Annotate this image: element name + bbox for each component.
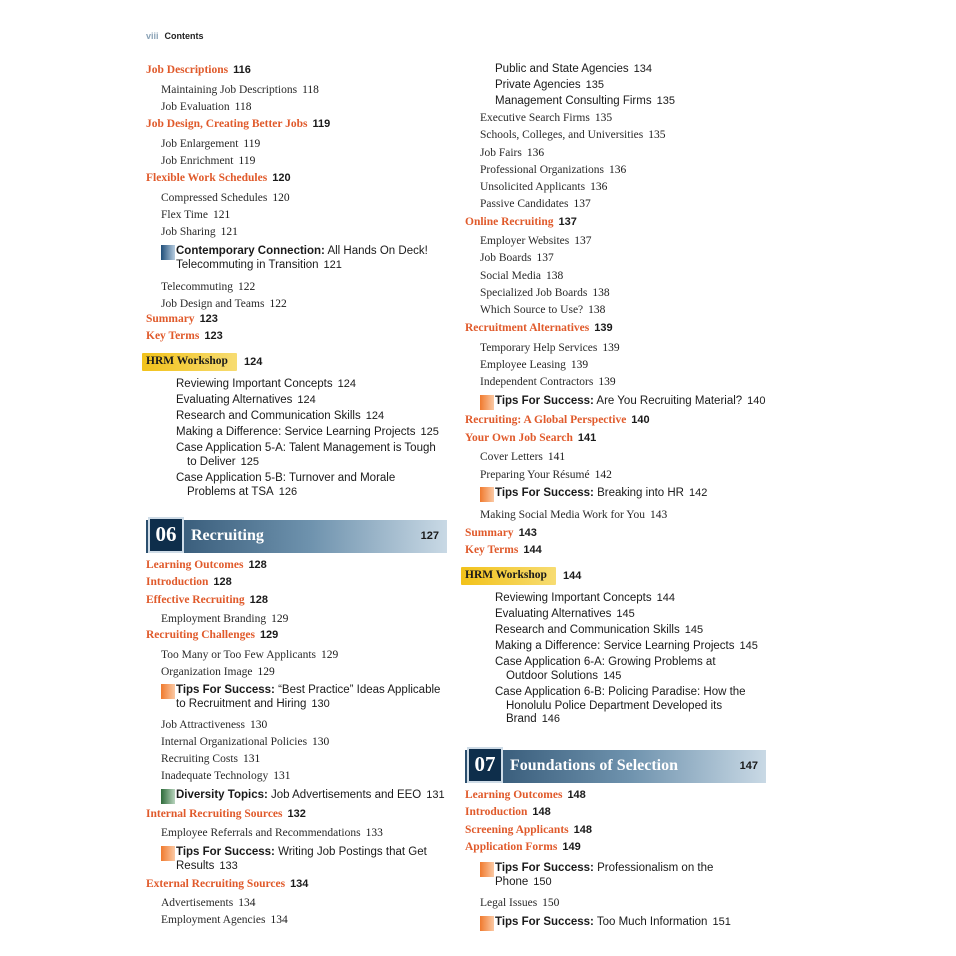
toc-subentry[interactable]: Specialized Job Boards 138	[480, 287, 610, 299]
toc-subentry[interactable]: Employment Agencies 134	[161, 914, 288, 926]
tips-entry-cont[interactable]: Phone 150	[495, 876, 552, 888]
toc-subentry[interactable]: Schools, Colleges, and Universities 135	[480, 129, 666, 141]
toc-subentry[interactable]: Inadequate Technology 131	[161, 770, 291, 782]
workshop-entry[interactable]: Evaluating Alternatives 145	[495, 608, 635, 620]
toc-subsubentry[interactable]: Public and State Agencies 134	[495, 63, 652, 75]
workshop-entry-cont[interactable]: Problems at TSA 126	[187, 486, 298, 498]
toc-subentry[interactable]: Cover Letters 141	[480, 451, 566, 463]
toc-subentry[interactable]: Legal Issues 150	[480, 897, 560, 909]
chapter-page: 127	[420, 530, 439, 542]
workshop-page: 124	[244, 356, 263, 368]
tips-entry[interactable]: Tips For Success: Too Much Information 151	[495, 916, 731, 928]
toc-heading[interactable]: Application Forms 149	[465, 841, 581, 853]
toc-heading[interactable]: Summary 143	[465, 527, 537, 539]
toc-subentry[interactable]: Executive Search Firms 135	[480, 112, 613, 124]
chapter-banner[interactable]	[465, 750, 766, 783]
tips-entry-cont[interactable]: to Recruitment and Hiring 130	[176, 698, 330, 710]
running-header	[146, 31, 204, 41]
toc-subentry[interactable]: Job Evaluation 118	[161, 101, 252, 113]
toc-subentry[interactable]: Too Many or Too Few Applicants 129	[161, 649, 339, 661]
toc-heading[interactable]: Learning Outcomes 128	[146, 559, 267, 571]
workshop-entry[interactable]: Case Application 6-A: Growing Problems at	[495, 656, 716, 668]
toc-subentry[interactable]: Recruiting Costs 131	[161, 753, 261, 765]
toc-subentry[interactable]: Job Boards 137	[480, 252, 554, 264]
toc-subentry[interactable]: Passive Candidates 137	[480, 198, 591, 210]
toc-subentry[interactable]: Unsolicited Applicants 136	[480, 181, 608, 193]
toc-subsubentry[interactable]: Private Agencies 135	[495, 79, 605, 91]
workshop-entry[interactable]: Case Application 5-B: Turnover and Morale	[176, 472, 396, 484]
toc-heading[interactable]: Flexible Work Schedules 120	[146, 172, 291, 184]
workshop-badge[interactable]: HRM Workshop	[142, 353, 237, 371]
tips-marker-icon	[480, 916, 494, 931]
toc-heading[interactable]: Key Terms 144	[465, 544, 542, 556]
feature-entry[interactable]: Contemporary Connection: All Hands On Deck!	[176, 245, 428, 257]
tips-marker-icon	[161, 684, 175, 699]
workshop-entry[interactable]: Research and Communication Skills 124	[176, 410, 385, 422]
toc-heading[interactable]: Online Recruiting 137	[465, 216, 577, 228]
toc-subentry[interactable]: Flex Time 121	[161, 209, 231, 221]
header-label: Contents	[164, 31, 204, 41]
workshop-entry[interactable]: Evaluating Alternatives 124	[176, 394, 316, 406]
toc-subentry[interactable]: Social Media 138	[480, 270, 564, 282]
toc-subentry[interactable]: Internal Organizational Policies 130	[161, 736, 330, 748]
workshop-badge[interactable]: HRM Workshop	[461, 567, 556, 585]
tips-entry-cont[interactable]: Results 133	[176, 860, 238, 872]
toc-heading[interactable]: External Recruiting Sources 134	[146, 878, 309, 890]
toc-subentry[interactable]: Organization Image 129	[161, 666, 275, 678]
toc-subentry[interactable]: Employee Leasing 139	[480, 359, 589, 371]
workshop-entry-cont[interactable]: Outdoor Solutions 145	[506, 670, 622, 682]
toc-heading[interactable]: Screening Applicants 148	[465, 824, 592, 836]
toc-heading[interactable]: Recruiting Challenges 129	[146, 629, 279, 641]
toc-subentry[interactable]: Employee Referrals and Recommendations 133	[161, 827, 383, 839]
toc-heading[interactable]: Summary 123	[146, 313, 218, 325]
toc-subentry[interactable]: Job Enlargement 119	[161, 138, 261, 150]
chapter-banner[interactable]	[146, 520, 447, 553]
tips-entry[interactable]: Tips For Success: “Best Practice” Ideas Applicable	[176, 684, 441, 696]
toc-subentry[interactable]: Which Source to Use? 138	[480, 304, 606, 316]
toc-subentry[interactable]: Preparing Your Résumé 142	[480, 469, 612, 481]
toc-subentry[interactable]: Job Sharing 121	[161, 226, 238, 238]
toc-heading[interactable]: Key Terms 123	[146, 330, 223, 342]
toc-subentry[interactable]: Employer Websites 137	[480, 235, 592, 247]
toc-heading[interactable]: Internal Recruiting Sources 132	[146, 808, 306, 820]
toc-heading[interactable]: Recruitment Alternatives 139	[465, 322, 613, 334]
tips-entry[interactable]: Tips For Success: Writing Job Postings that Get	[176, 846, 427, 858]
toc-subentry[interactable]: Job Fairs 136	[480, 147, 545, 159]
workshop-entry[interactable]: Case Application 6-B: Policing Paradise: How the	[495, 686, 746, 698]
feature-marker-icon	[161, 245, 175, 260]
tips-marker-icon	[480, 487, 494, 502]
toc-heading[interactable]: Introduction 148	[465, 806, 551, 818]
chapter-title: Recruiting	[191, 527, 264, 544]
workshop-entry[interactable]: Reviewing Important Concepts 144	[495, 592, 675, 604]
toc-subentry[interactable]: Job Design and Teams 122	[161, 298, 287, 310]
chapter-number: 07	[467, 747, 503, 783]
toc-heading[interactable]: Your Own Job Search 141	[465, 432, 597, 444]
toc-subsubentry[interactable]: Management Consulting Firms 135	[495, 95, 675, 107]
workshop-entry-cont[interactable]: Brand 146	[506, 713, 561, 725]
workshop-entry[interactable]: Making a Difference: Service Learning Projects 145	[495, 640, 758, 652]
toc-subentry[interactable]: Employment Branding 129	[161, 613, 289, 625]
workshop-entry-cont[interactable]: Honolulu Police Department Developed its	[506, 700, 723, 712]
diversity-entry[interactable]: Diversity Topics: Job Advertisements and EEO 131	[176, 789, 445, 801]
toc-heading[interactable]: Recruiting: A Global Perspective 140	[465, 414, 650, 426]
workshop-entry[interactable]: Reviewing Important Concepts 124	[176, 378, 356, 390]
toc-heading[interactable]: Effective Recruiting 128	[146, 594, 269, 606]
toc-subentry[interactable]: Professional Organizations 136	[480, 164, 627, 176]
toc-subentry[interactable]: Maintaining Job Descriptions 118	[161, 84, 319, 96]
chapter-title: Foundations of Selection	[510, 757, 679, 774]
toc-heading[interactable]: Job Descriptions 116	[146, 64, 251, 76]
chapter-number: 06	[148, 517, 184, 553]
workshop-page: 144	[563, 570, 582, 582]
tips-marker-icon	[161, 846, 175, 861]
toc-subentry[interactable]: Temporary Help Services 139	[480, 342, 620, 354]
toc-subentry[interactable]: Compressed Schedules 120	[161, 192, 290, 204]
toc-heading[interactable]: Learning Outcomes 148	[465, 789, 586, 801]
workshop-entry[interactable]: Making a Difference: Service Learning Projects 125	[176, 426, 439, 438]
toc-heading[interactable]: Job Design, Creating Better Jobs 119	[146, 118, 331, 130]
toc-subentry[interactable]: Making Social Media Work for You 143	[480, 509, 668, 521]
toc-subentry[interactable]: Advertisements 134	[161, 897, 256, 909]
toc-subentry[interactable]: Job Enrichment 119	[161, 155, 256, 167]
toc-subentry[interactable]: Job Attractiveness 130	[161, 719, 268, 731]
tips-entry[interactable]: Tips For Success: Are You Recruiting Material? 140	[495, 395, 766, 407]
toc-subentry[interactable]: Independent Contractors 139	[480, 376, 616, 388]
diversity-marker-icon	[161, 789, 175, 804]
workshop-entry-cont[interactable]: to Deliver 125	[187, 456, 259, 468]
page-number: viii	[146, 31, 159, 41]
workshop-entry[interactable]: Research and Communication Skills 145	[495, 624, 704, 636]
workshop-entry[interactable]: Case Application 5-A: Talent Management is Tough	[176, 442, 436, 454]
toc-subentry[interactable]: Telecommuting 122	[161, 281, 256, 293]
feature-entry-cont[interactable]: Telecommuting in Transition 121	[176, 259, 342, 271]
tips-entry[interactable]: Tips For Success: Professionalism on the	[495, 862, 714, 874]
toc-heading[interactable]: Introduction 128	[146, 576, 232, 588]
chapter-page: 147	[739, 760, 758, 772]
tips-entry[interactable]: Tips For Success: Breaking into HR 142	[495, 487, 708, 499]
tips-marker-icon	[480, 862, 494, 877]
tips-marker-icon	[480, 395, 494, 410]
